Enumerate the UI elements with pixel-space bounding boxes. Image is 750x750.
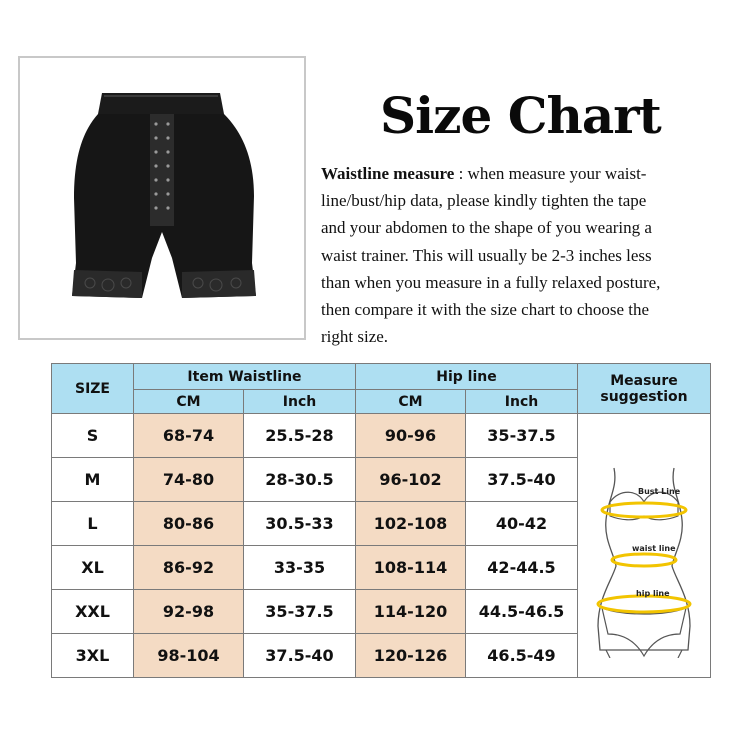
size-cell: M bbox=[52, 458, 134, 502]
waist-inch-cell: 30.5-33 bbox=[244, 502, 356, 546]
description-line: and your abdomen to the shape of you wearing a bbox=[321, 218, 652, 238]
size-cell: 3XL bbox=[52, 634, 134, 678]
hip-cm-cell: 102-108 bbox=[356, 502, 466, 546]
hip-cm-cell: 96-102 bbox=[356, 458, 466, 502]
body-measurement-icon bbox=[584, 458, 704, 658]
shapewear-shorts-icon bbox=[20, 58, 304, 338]
hip-cm-header: CM bbox=[356, 390, 466, 414]
bust-line-label: Bust Line bbox=[638, 487, 681, 496]
description-line: waist trainer. This will usually be 2-3 inches less bbox=[321, 245, 652, 265]
hip-inch-cell: 42-44.5 bbox=[466, 546, 578, 590]
waist-inch-cell: 25.5-28 bbox=[244, 414, 356, 458]
measure-figure-cell bbox=[578, 414, 711, 678]
waist-cm-cell: 68-74 bbox=[134, 414, 244, 458]
size-header: SIZE bbox=[52, 364, 134, 414]
hip-inch-cell: 46.5-49 bbox=[466, 634, 578, 678]
description bbox=[321, 160, 721, 350]
hip-header: Hip line bbox=[356, 364, 578, 390]
size-cell: XL bbox=[52, 546, 134, 590]
hip-cm-cell: 108-114 bbox=[356, 546, 466, 590]
waist-inch-cell: 37.5-40 bbox=[244, 634, 356, 678]
product-image bbox=[18, 56, 306, 340]
page-title: Size Chart bbox=[380, 86, 661, 145]
waist-header: Item Waistline bbox=[134, 364, 356, 390]
waist-cm-cell: 80-86 bbox=[134, 502, 244, 546]
hip-inch-cell: 37.5-40 bbox=[466, 458, 578, 502]
waist-cm-cell: 98-104 bbox=[134, 634, 244, 678]
hip-line-label: hip line bbox=[636, 589, 670, 598]
waist-inch-cell: 33-35 bbox=[244, 546, 356, 590]
description-text: : when measure your waist- bbox=[454, 164, 647, 183]
size-cell: XXL bbox=[52, 590, 134, 634]
waist-inch-cell: 28-30.5 bbox=[244, 458, 356, 502]
hip-inch-cell: 40-42 bbox=[466, 502, 578, 546]
waist-cm-cell: 74-80 bbox=[134, 458, 244, 502]
hip-cm-cell: 90-96 bbox=[356, 414, 466, 458]
hip-cm-cell: 114-120 bbox=[356, 590, 466, 634]
description-lead: Waistline measure bbox=[321, 164, 455, 183]
hip-inch-cell: 44.5-46.5 bbox=[466, 590, 578, 634]
waist-cm-cell: 86-92 bbox=[134, 546, 244, 590]
waist-inch-cell: 35-37.5 bbox=[244, 590, 356, 634]
waist-line-label: waist line bbox=[632, 544, 676, 553]
description-line: right size. bbox=[321, 327, 389, 347]
hip-inch-cell: 35-37.5 bbox=[466, 414, 578, 458]
size-chart-table bbox=[51, 363, 711, 678]
size-cell: L bbox=[52, 502, 134, 546]
description-line: than when you measure in a fully relaxed posture, bbox=[321, 272, 661, 292]
measure-header-line: Measure bbox=[610, 372, 678, 389]
waist-cm-header: CM bbox=[134, 390, 244, 414]
measure-header bbox=[578, 364, 711, 414]
description-line bbox=[321, 160, 721, 187]
hip-inch-header: Inch bbox=[466, 390, 578, 414]
measure-header-line: suggestion bbox=[600, 388, 688, 405]
description-line: then compare it with the size chart to choose the bbox=[321, 300, 650, 320]
description-line: line/bust/hip data, please kindly tighten the tape bbox=[321, 191, 647, 211]
waist-inch-header: Inch bbox=[244, 390, 356, 414]
table-row bbox=[52, 414, 711, 458]
hip-cm-cell: 120-126 bbox=[356, 634, 466, 678]
waist-cm-cell: 92-98 bbox=[134, 590, 244, 634]
size-cell: S bbox=[52, 414, 134, 458]
